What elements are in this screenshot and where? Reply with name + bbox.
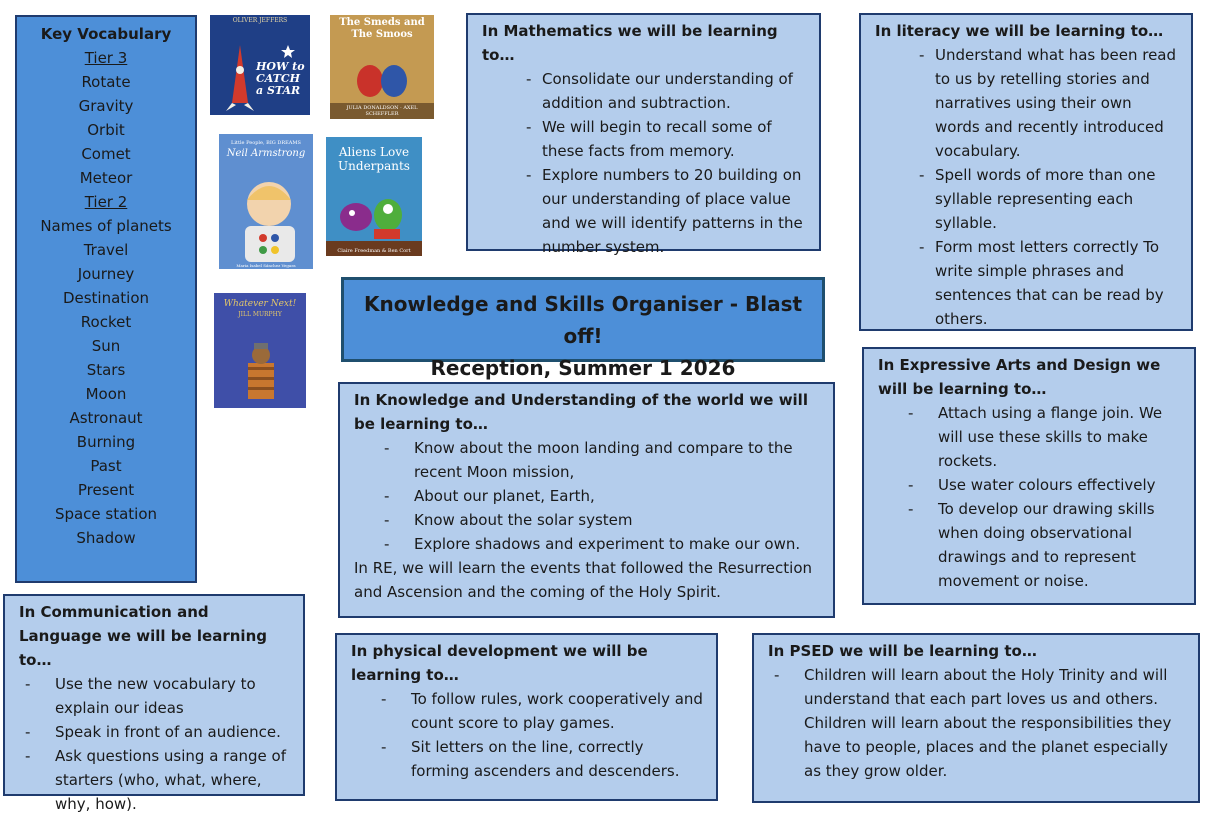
re-text: In RE, we will learn the events that followed the Resurrection and Ascension and the coming of the Holy Spirit. (354, 559, 813, 601)
key-vocabulary-panel (15, 15, 197, 583)
book-author: OLIVER JEFFERS (232, 17, 288, 24)
list-item: - Consolidate our understanding of addition and subtraction. (482, 67, 807, 115)
book-cover-neil-armstrong (219, 134, 313, 269)
book-cover-how-to-catch-a-star (210, 15, 310, 115)
vocab-word: Shadow (76, 529, 136, 547)
book-title: Aliens Love Underpants (338, 145, 410, 173)
understanding-the-world-heading: In Knowledge and Understanding of the world we will be learning to… (354, 391, 808, 433)
book-title: Neil Armstrong (226, 148, 306, 159)
aliens-illustration (326, 137, 422, 256)
vocab-word: Past (90, 457, 122, 475)
vocab-word: Travel (83, 241, 129, 259)
physical-development-heading: In physical development we will be learning to… (351, 642, 648, 684)
list-item: - Explore numbers to 20 building on our understanding of place value and we will identify patterns in the number system. (482, 163, 807, 259)
vocab-word: Names of planets (40, 217, 172, 235)
mathematics-heading: In Mathematics we will be learning to… (482, 22, 778, 64)
list-item: - Attach using a flange join. We will use these skills to make rockets. (878, 401, 1182, 473)
vocab-word: Rocket (80, 313, 132, 331)
tier-2-label: Tier 2 (84, 193, 128, 211)
mathematics-panel (466, 13, 821, 256)
literacy-heading: In literacy we will be learning to… (875, 22, 1164, 40)
psed-heading: In PSED we will be learning to… (768, 642, 1037, 660)
physical-development-panel (335, 633, 718, 801)
book-author: JILL MURPHY (238, 311, 282, 318)
astronaut-illustration (219, 134, 313, 269)
list-item: - Sit letters on the line, correctly forming ascenders and descenders. (351, 735, 704, 783)
vocab-word: Journey (77, 265, 135, 283)
book-title: Whatever Next! (223, 299, 297, 309)
list-item: - Use water colours effectively (878, 473, 1182, 497)
organiser-title-box (341, 277, 825, 380)
vocab-word: Rotate (81, 73, 131, 91)
vocab-word: Astronaut (69, 409, 143, 427)
list-item: - To develop our drawing skills when doing observational drawings and to represent movement or noise. (878, 497, 1182, 593)
bear-illustration (214, 293, 306, 408)
book-title: HOW to CATCH a STAR (256, 60, 305, 97)
psed-panel (752, 633, 1200, 803)
vocab-word: Meteor (79, 169, 133, 187)
vocab-word: Stars (86, 361, 126, 379)
book-title: The Smeds and The Smoos (339, 17, 425, 40)
vocab-word: Sun (91, 337, 121, 355)
expressive-arts-heading: In Expressive Arts and Design we will be learning to… (878, 356, 1161, 398)
book-cover-whatever-next (214, 293, 306, 408)
organiser-title: Knowledge and Skills Organiser - Blast off! (363, 292, 803, 348)
list-item: - Know about the moon landing and compare to the recent Moon mission, (354, 436, 821, 484)
expressive-arts-panel (862, 347, 1196, 605)
list-item: - Know about the solar system (354, 508, 821, 532)
book-cover-aliens-love-underpants (326, 137, 422, 256)
book-credit: Maria Isabel Sánchez Vegara (236, 263, 296, 268)
list-item: - Ask questions using a range of starters (who, what, where, why, how). (19, 744, 291, 816)
vocab-word: Space station (54, 505, 158, 523)
list-item: - Speak in front of an audience. (19, 720, 291, 744)
communication-language-panel (3, 594, 305, 813)
book-authors: JULIA DONALDSON · AXEL SCHEFFLER (346, 105, 418, 117)
understanding-the-world-panel (338, 382, 835, 618)
list-item: - About our planet, Earth, (354, 484, 821, 508)
characters-illustration (330, 15, 434, 119)
vocab-word: Orbit (87, 121, 125, 139)
list-item: - Use the new vocabulary to explain our ideas (19, 672, 291, 720)
list-item: - Spell words of more than one syllable representing each syllable. (875, 163, 1179, 235)
list-item: - Explore shadows and experiment to make our own. (354, 532, 821, 556)
organiser-subtitle: Reception, Summer 1 2026 (430, 356, 736, 380)
list-item: - Children will learn about the Holy Trinity and will understand that each part loves us and others. Children will learn about the responsibilities they have to people, places and the planet especially as they grow older. (768, 663, 1186, 783)
list-item: - Understand what has been read to us by retelling stories and narratives using their own words and recently introduced vocabulary. (875, 43, 1179, 163)
vocab-title: Key Vocabulary (40, 25, 172, 43)
vocab-word: Comet (81, 145, 131, 163)
list-item: - We will begin to recall some of these facts from memory. (482, 115, 807, 163)
book-series: Little People, BIG DREAMS (231, 140, 301, 146)
vocab-word: Gravity (78, 97, 134, 115)
literacy-panel (859, 13, 1193, 331)
list-item: - To follow rules, work cooperatively and count score to play games. (351, 687, 704, 735)
vocab-word: Present (77, 481, 135, 499)
list-item: - Form most letters correctly To write simple phrases and sentences that can be read by others. (875, 235, 1179, 331)
tier-3-label: Tier 3 (84, 49, 128, 67)
book-authors: Claire Freedman & Ben Cort (337, 248, 411, 254)
book-cover-smeds-and-smoos (330, 15, 434, 119)
vocab-word: Burning (76, 433, 136, 451)
vocab-word: Destination (62, 289, 150, 307)
vocab-word: Moon (85, 385, 127, 403)
communication-language-heading: In Communication and Language we will be learning to… (19, 603, 267, 669)
